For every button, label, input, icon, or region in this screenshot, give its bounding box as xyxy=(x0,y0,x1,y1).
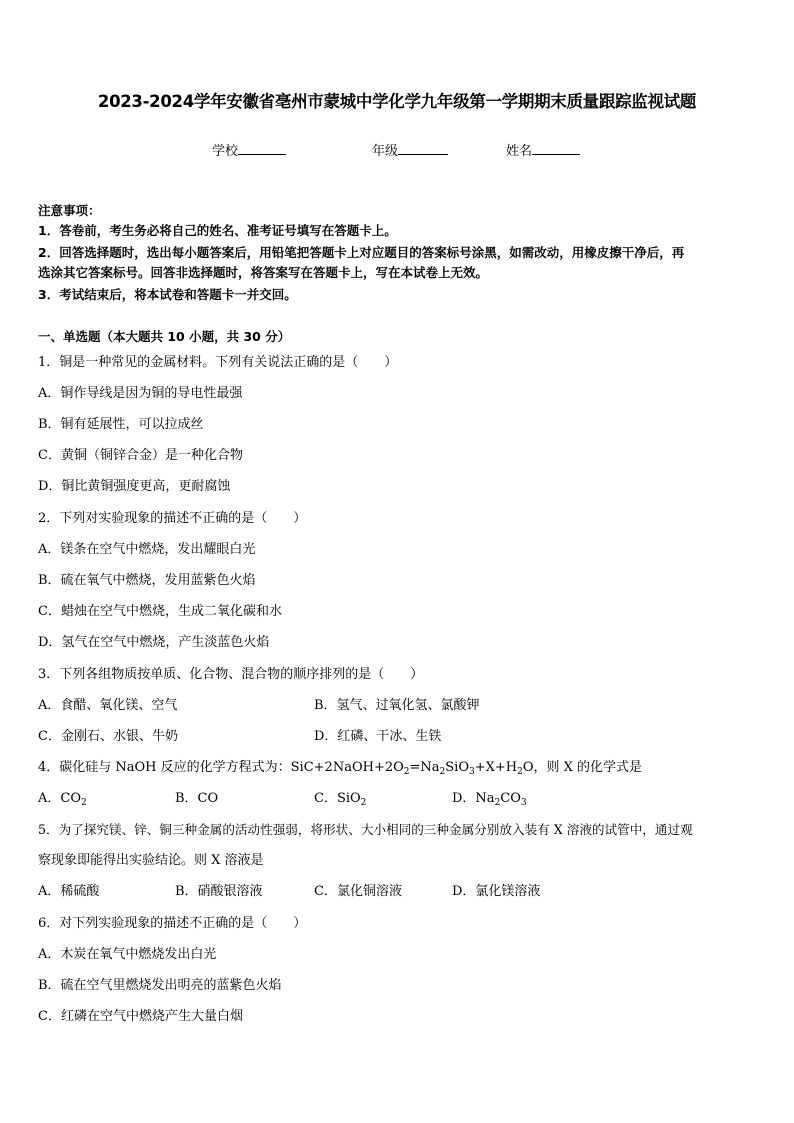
q1-option-a: A．铜作导线是因为铜的导电性最强 xyxy=(38,386,243,401)
q4-option-d xyxy=(452,791,527,807)
name-field xyxy=(506,140,580,159)
q4-option-c xyxy=(314,791,366,807)
notice-item-1 xyxy=(38,223,397,239)
q4-option-d-text-1: D．Na xyxy=(452,791,495,806)
q5-option-b: B．硝酸银溶液 xyxy=(175,884,263,899)
q4-option-c-text: C．SiO xyxy=(314,791,361,806)
q4-option-a xyxy=(38,791,87,807)
grade-label: 年级 xyxy=(372,144,399,159)
name-label: 姓名 xyxy=(506,144,533,159)
q4-stem-part-4: +X+H xyxy=(474,760,518,775)
q4-stem-sub-4: 2 xyxy=(517,767,523,777)
q6-option-b: B．硫在空气里燃烧发出明亮的蓝紫色火焰 xyxy=(38,978,282,993)
notice-item-3: 3．考试结束后，将本试卷和答题卡一并交回。 xyxy=(38,287,297,302)
q4-option-d-sub-1: 2 xyxy=(494,798,501,808)
school-label: 学校 xyxy=(212,144,239,159)
grade-blank xyxy=(398,142,448,155)
q5-option-c: C．氯化铜溶液 xyxy=(314,884,402,899)
school-blank xyxy=(238,142,286,155)
q4-option-c-sub: 2 xyxy=(360,798,367,808)
q4-stem xyxy=(38,760,642,776)
q1-option-b: B．铜有延展性，可以拉成丝 xyxy=(38,417,204,432)
q6-option-c: C．红磷在空气中燃烧产生大量白烟 xyxy=(38,1009,243,1024)
q4-stem-part-5: O，则 X 的化学式是 xyxy=(522,760,643,775)
q5-option-d: D．氯化镁溶液 xyxy=(452,884,541,899)
q4-stem-sub-2: 2 xyxy=(439,767,446,777)
q2-option-a: A．镁条在空气中燃烧，发出耀眼白光 xyxy=(38,542,256,557)
notice-item-2-line-1: 2．回答选择题时，选出每小题答案后，用铅笔把答题卡上对应题目的答案标号涂黑，如需改动，用橡皮擦干净后，再 xyxy=(38,245,685,260)
q2-stem: 2．下列对实验现象的描述不正确的是（ ） xyxy=(38,511,307,526)
q4-stem-sub-1: 2 xyxy=(403,767,410,777)
q4-option-d-text-2: CO xyxy=(500,791,521,806)
q4-stem-sub-3: 3 xyxy=(469,767,475,777)
q1-stem: 1．铜是一种常见的金属材料。下列有关说法正确的是（ ） xyxy=(38,355,398,370)
school-field xyxy=(212,140,286,159)
q4-stem-part-2: =Na xyxy=(409,760,440,775)
q3-stem: 3．下列各组物质按单质、化合物、混合物的顺序排列的是（ ） xyxy=(38,667,424,682)
q1-option-d: D．铜比黄铜强度更高，更耐腐蚀 xyxy=(38,479,231,494)
notice-item-2-line-2: 选涂其它答案标号。回答非选择题时，将答案写在答题卡上，写在本试卷上无效。 xyxy=(38,265,489,280)
q2-option-d: D．氢气在空气中燃烧，产生淡蓝色火焰 xyxy=(38,635,270,650)
section-heading: 一、单选题（本大题共 10 小题，共 30 分） xyxy=(38,329,291,344)
q6-option-a: A．木炭在氧气中燃烧发出白光 xyxy=(38,947,217,962)
q3-option-a: A．食醋、氧化镁、空气 xyxy=(38,698,178,713)
q4-option-b: B．CO xyxy=(175,791,219,806)
q2-option-c: C．蜡烛在空气中燃烧，生成二氧化碳和水 xyxy=(38,604,282,619)
notice-heading: 注意事项： xyxy=(38,203,101,218)
q5-stem-line-2: 察现象即能得出实验结论。则 X 溶液是 xyxy=(38,853,264,868)
name-blank xyxy=(532,142,580,155)
q3-option-d: D．红磷、干冰、生铁 xyxy=(314,729,442,744)
q6-stem: 6．对下列实验现象的描述不正确的是（ ） xyxy=(38,916,307,931)
q4-option-d-sub-2: 3 xyxy=(520,798,527,808)
q3-option-c: C．金刚石、水银、牛奶 xyxy=(38,729,178,744)
q4-stem-part-1: 4．碳化硅与 NaOH 反应的化学方程式为：SiC+2NaOH+2O xyxy=(38,760,404,775)
q3-option-b: B．氢气、过氧化氢、氯酸钾 xyxy=(314,698,480,713)
q5-option-a: A．稀硫酸 xyxy=(38,884,100,899)
notice-item-1-text: 1．答卷前，考生务必将自己的姓名、准考证号填写在答题卡上。 xyxy=(38,223,397,238)
q2-option-b: B．硫在氧气中燃烧，发用蓝紫色火焰 xyxy=(38,573,256,588)
grade-field xyxy=(372,140,448,159)
q4-stem-part-3: SiO xyxy=(445,760,470,775)
q4-option-a-text: A．CO xyxy=(38,791,81,806)
q4-option-a-sub: 2 xyxy=(81,798,87,808)
exam-title: 2023-2024学年安徽省亳州市蒙城中学化学九年级第一学期期末质量跟踪监视试题 xyxy=(97,92,697,111)
q1-option-c: C．黄铜（铜锌合金）是一种化合物 xyxy=(38,448,243,463)
q5-stem-line-1: 5．为了探究镁、锌、铜三种金属的活动性强弱，将形状、大小相同的三种金属分别放入装有 X 溶液的试管中，通过观 xyxy=(38,822,693,837)
